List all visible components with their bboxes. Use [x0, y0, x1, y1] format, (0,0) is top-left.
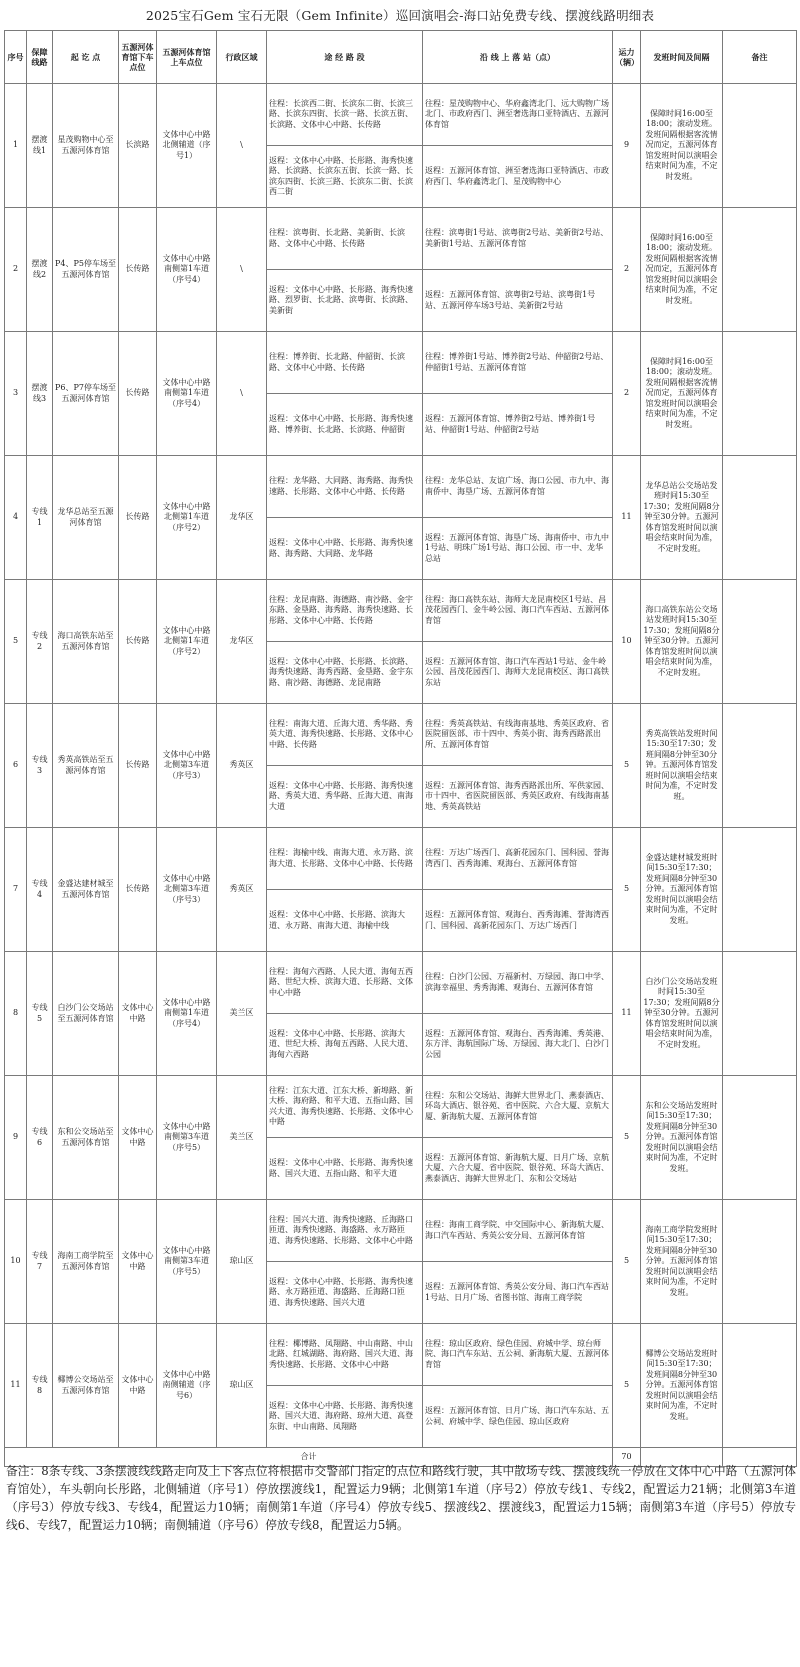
row-capacity: 11 [613, 952, 641, 1076]
table-row [5, 332, 797, 394]
row-remark [723, 208, 797, 332]
row-schedule: 秀英高铁站发班时间15:30至17:30；发班间隔8分钟至30分钟。五源河体育馆发班时间以演唱会结束时间为准，不定时发班。 [641, 704, 723, 828]
row-stops-return: 返程：五源河体育馆、海口汽车西站1号站、金牛岭公园、昌茂花园西门、海师大龙昆南校区、海口高铁东站 [423, 642, 613, 704]
row-stops-outbound: 往程：秀英高铁站、有线海南基地、秀英区政府、省医院留医部、市十四中、秀英小街、海秀西路派出所、五源河体育馆 [423, 704, 613, 766]
row-stops-return: 返程：五源河体育馆、观海台、西秀海滩、秀英港、东方洋、海航国际广场、万绿园、海大北门、白沙门公园 [423, 1014, 613, 1076]
row-origin: 东和公交场站至五源河体育馆 [53, 1076, 119, 1200]
row-route-outbound: 往程：滨粤街、长北路、美新街、长滨路、文体中心中路、长传路 [267, 208, 423, 270]
row-drop: 长滨路 [119, 84, 157, 208]
row-board: 文体中心中路北侧第3车道（序号3） [157, 704, 217, 828]
row-route-outbound: 往程：海甸六西路、人民大道、海甸五西路、世纪大桥、滨海大道、长彤路、文体中心中路 [267, 952, 423, 1014]
row-board: 文体中心中路北侧第3车道（序号3） [157, 828, 217, 952]
row-drop: 长传路 [119, 580, 157, 704]
header-district: 行政区域 [217, 31, 267, 84]
row-seq: 6 [5, 704, 27, 828]
row-district: 秀英区 [217, 828, 267, 952]
row-district: 龙华区 [217, 456, 267, 580]
row-origin: 龙华总站至五源河体育馆 [53, 456, 119, 580]
row-schedule: 海口高铁东站公交场站发班时间15:30至17:30；发班间隔8分钟至30分钟。五源河体育馆发班时间以演唱会结束时间为准，不定时发班。 [641, 580, 723, 704]
row-stops-return: 返程：五源河体育馆、博养街2号站、博养街1号站、仲韶街1号站、仲韶街2号站 [423, 394, 613, 456]
table-header-row [5, 31, 797, 84]
row-stops-outbound: 往程：滨粤街1号站、滨粤街2号站、美新街2号站、美新街1号站、五源河体育馆 [423, 208, 613, 270]
row-route-return: 返程：文体中心中路、长彤路、海秀快速路、秀英大道、秀华路、丘海大道、南海大道 [267, 766, 423, 828]
row-origin: 椰博公交场站至五源河体育馆 [53, 1324, 119, 1448]
row-stops-return: 返程：五源河体育馆、海秀西路派出所、军供家园、市十四中、省医院留医部、秀英区政府、有线海南基地、秀英高铁站 [423, 766, 613, 828]
row-route-outbound: 往程：龙华路、大同路、海秀路、海秀快速路、长彤路、文体中心中路、长传路 [267, 456, 423, 518]
row-schedule: 保障时间16:00至18:00；滚动发班。发班间隔根据客流情况而定，五源河体育馆发班时间以演唱会结束时间为准，不定时发班。 [641, 332, 723, 456]
row-origin: 海南工商学院至五源河体育馆 [53, 1200, 119, 1324]
row-seq: 8 [5, 952, 27, 1076]
row-origin: P4、P5停车场至五源河体育馆 [53, 208, 119, 332]
row-board: 文体中心中路北侧辅道（序号1） [157, 84, 217, 208]
row-line: 专线2 [27, 580, 53, 704]
row-district: 琼山区 [217, 1324, 267, 1448]
row-origin: 海口高铁东站至五源河体育馆 [53, 580, 119, 704]
row-line: 摆渡线1 [27, 84, 53, 208]
row-origin: P6、P7停车场至五源河体育馆 [53, 332, 119, 456]
row-seq: 3 [5, 332, 27, 456]
row-origin: 金盛达建材城至五源河体育馆 [53, 828, 119, 952]
row-remark [723, 1076, 797, 1200]
row-stops-return: 返程：五源河体育馆、滨粤街2号站、滨粤街1号站、五源河停车场3号站、美新街2号站 [423, 270, 613, 332]
table-row [5, 952, 797, 1014]
row-remark [723, 828, 797, 952]
row-drop: 文体中心中路 [119, 1200, 157, 1324]
row-line: 专线8 [27, 1324, 53, 1448]
row-schedule: 海南工商学院发班时间15:30至17:30；发班间隔8分钟至30分钟。五源河体育馆发班时间以演唱会结束时间为准，不定时发班。 [641, 1200, 723, 1324]
header-line: 保障线路 [27, 31, 53, 84]
row-seq: 1 [5, 84, 27, 208]
row-stops-return: 返程：五源河体育馆、海垦广场、海南侨中、市九中1号站、明珠广场1号站、海口公园、市一中、龙华总站 [423, 518, 613, 580]
row-drop: 文体中心中路 [119, 952, 157, 1076]
row-route-outbound: 往程：长滨西二街、长滨东二街、长滨三路、长滨东四街、长滨一路、长滨五街、长滨路、文体中心中路、长传路 [267, 84, 423, 146]
row-stops-outbound: 往程：星茂购物中心、华府鑫湾北门、远大购物广场北门、市政府西门、洲至奢选海口亚特酒店、五源河体育馆 [423, 84, 613, 146]
total-capacity: 70 [613, 1448, 641, 1467]
row-capacity: 5 [613, 1324, 641, 1448]
row-route-return: 返程：文体中心中路、长彤路、海秀快速路、永万路匝道、海盛路、丘海路口匝道、海秀快速路、国兴大道 [267, 1262, 423, 1324]
row-route-return: 返程：文体中心中路、长彤路、海秀快速路、国兴大道、海府路、琼州大道、高登东街、中山南路、凤翔路 [267, 1386, 423, 1448]
row-stops-outbound: 往程：白沙门公园、万福新村、万绿园、海口中学、滨海幸福里、秀秀海滩、观海台、五源河体育馆 [423, 952, 613, 1014]
row-capacity: 5 [613, 704, 641, 828]
row-seq: 2 [5, 208, 27, 332]
row-stops-return: 返程：五源河体育馆、新海航大厦、日月广场、京航大厦、六合大厦、省中医院、银谷苑、环岛大酒店、燕泰酒店、海鲜大世界北门、东和公交场站 [423, 1138, 613, 1200]
page-title: 2025宝石Gem 宝石无限（Gem Infinite）巡回演唱会-海口站免费专线、摆渡线路明细表 [145, 8, 655, 23]
route-table [4, 30, 797, 1467]
row-remark [723, 332, 797, 456]
row-stops-return: 返程：五源河体育馆、观海台、西秀海滩、誉海湾西门、国科园、高新花园东门、万达广场西门 [423, 890, 613, 952]
row-seq: 5 [5, 580, 27, 704]
row-schedule: 白沙门公交场站发班时间15:30至17:30；发班间隔8分钟至30分钟。五源河体育馆发班时间以演唱会结束时间为准，不定时发班。 [641, 952, 723, 1076]
row-line: 摆渡线2 [27, 208, 53, 332]
row-route-return: 返程：文体中心中路、长彤路、长滨路、海秀快速路、海秀西路、金垦路、金宇东路、南沙路、海德路、龙昆南路 [267, 642, 423, 704]
row-district: 美兰区 [217, 952, 267, 1076]
row-route-outbound: 往程：椰博路、凤翔路、中山南路、中山北路、红城湖路、海府路、国兴大道、海秀快速路、长彤路、文体中心中路 [267, 1324, 423, 1386]
row-remark [723, 1200, 797, 1324]
row-district: \ [217, 208, 267, 332]
row-drop: 长传路 [119, 828, 157, 952]
row-capacity: 5 [613, 1200, 641, 1324]
table-body [5, 84, 797, 1467]
row-stops-outbound: 往程：琼山区政府、绿色佳园、府城中学、琼台师院、海口汽车东站、五公祠、新海航大厦、五源河体育馆 [423, 1324, 613, 1386]
row-seq: 10 [5, 1200, 27, 1324]
row-line: 摆渡线3 [27, 332, 53, 456]
row-stops-outbound: 往程：龙华总站、友谊广场、海口公园、市九中、海南侨中、海垦广场、五源河体育馆 [423, 456, 613, 518]
row-line: 专线4 [27, 828, 53, 952]
row-district: \ [217, 332, 267, 456]
row-route-outbound: 往程：龙昆南路、海德路、南沙路、金宇东路、金垦路、海秀路、海秀快速路、长彤路、文体中心中路、长传路 [267, 580, 423, 642]
row-remark [723, 952, 797, 1076]
table-row [5, 704, 797, 766]
row-stops-return: 返程：五源河体育馆、秀英公安分局、海口汽车西站1号站、日月广场、省图书馆、海南工商学院 [423, 1262, 613, 1324]
header-remark: 备注 [723, 31, 797, 84]
row-board: 文体中心中路南侧第3车道（序号5） [157, 1076, 217, 1200]
row-remark [723, 84, 797, 208]
row-route-return: 返程：文体中心中路、长彤路、海秀快速路、长滨路、长滨东五街、长滨一路、长滨东四街、长滨三路、长滨东二街、长滨西二街 [267, 146, 423, 208]
row-district: 美兰区 [217, 1076, 267, 1200]
row-route-return: 返程：文体中心中路、长彤路、滨海大道、永万路、南海大道、海榆中线 [267, 890, 423, 952]
row-stops-return: 返程：五源河体育馆、洲至奢选海口亚特酒店、市政府西门、华府鑫湾北门、星茂购物中心 [423, 146, 613, 208]
row-remark [723, 456, 797, 580]
footnote: 备注：8条专线、3条摆渡线线路走向及上下客点位将根据市交警部门指定的点位和路线行驶，其中散场专线、摆渡线统一停放在文体中心中路（五源河体育馆处），车头朝向长彤路，北侧辅道（序号1）停放摆渡线1，配置运力9辆；北侧第1车道（序号2）停放专线1、专线2，配置运力21辆；北侧第3车道（序号3）停放专线3、专线4，配置运力10辆；南侧第1车道（序号4）停放专线5、摆渡线2、摆渡线3，配置运力15辆；南侧第3车道（序号5）停放专线6、专线7，配置运力10辆；南侧辅道（序号6）停放专线8，配置运力5辆。 [6, 1464, 796, 1532]
table-row [5, 84, 797, 146]
row-stops-outbound: 往程：海南工商学院、中交国际中心、新海航大厦、海口汽车西站、秀英公安分局、五源河体育馆 [423, 1200, 613, 1262]
row-capacity: 11 [613, 456, 641, 580]
row-district: 龙华区 [217, 580, 267, 704]
row-stops-outbound: 往程：博养街1号站、博养街2号站、仲韶街2号站、仲韶街1号站、五源河体育馆 [423, 332, 613, 394]
header-schedule: 发班时间及间隔 [641, 31, 723, 84]
row-stops-outbound: 往程：海口高铁东站、海师大龙昆南校区1号站、昌茂花园西门、金牛岭公园、海口汽车西站、五源河体育馆 [423, 580, 613, 642]
row-remark [723, 580, 797, 704]
row-remark [723, 704, 797, 828]
row-schedule: 保障时间16:00至18:00；滚动发班。发班间隔根据客流情况而定，五源河体育馆发班时间以演唱会结束时间为准，不定时发班。 [641, 208, 723, 332]
header-seq: 序号 [5, 31, 27, 84]
row-schedule: 金盛达建材城发班时间15:30至17:30；发班间隔8分钟至30分钟。五源河体育馆发班时间以演唱会结束时间为准，不定时发班。 [641, 828, 723, 952]
table-row [5, 1324, 797, 1386]
row-line: 专线3 [27, 704, 53, 828]
row-stops-outbound: 往程：万达广场西门、高新花园东门、国科园、誉海湾西门、西秀海滩、观海台、五源河体育馆 [423, 828, 613, 890]
header-route: 途 经 路 段 [267, 31, 423, 84]
row-route-outbound: 往程：南海大道、丘海大道、秀华路、秀英大道、海秀快速路、长彤路、文体中心中路、长传路 [267, 704, 423, 766]
row-route-return: 返程：文体中心中路、长彤路、海秀快速路、国兴大道、五指山路、和平大道 [267, 1138, 423, 1200]
row-board: 文体中心中路南侧第1车道（序号4） [157, 952, 217, 1076]
row-capacity: 2 [613, 332, 641, 456]
row-line: 专线5 [27, 952, 53, 1076]
row-route-return: 返程：文体中心中路、长彤路、海秀快速路、烈罗街、长北路、滨粤街、长滨路、美新街 [267, 270, 423, 332]
row-line: 专线7 [27, 1200, 53, 1324]
row-capacity: 9 [613, 84, 641, 208]
row-route-return: 返程：文体中心中路、长彤路、滨海大道、世纪大桥、海甸五西路、人民大道、海甸六西路 [267, 1014, 423, 1076]
row-drop: 长传路 [119, 704, 157, 828]
row-district: 秀英区 [217, 704, 267, 828]
header-drop: 五源河体育馆下车点位 [119, 31, 157, 84]
header-stops: 沿 线 上 落 站（点） [423, 31, 613, 84]
row-capacity: 5 [613, 828, 641, 952]
row-board: 文体中心中路南侧第1车道（序号4） [157, 332, 217, 456]
row-board: 文体中心中路南侧第1车道（序号4） [157, 208, 217, 332]
table-row [5, 1200, 797, 1262]
row-capacity: 10 [613, 580, 641, 704]
row-capacity: 2 [613, 208, 641, 332]
header-board: 五源河体育馆上车点位 [157, 31, 217, 84]
row-drop: 长传路 [119, 332, 157, 456]
table-row [5, 580, 797, 642]
row-route-outbound: 往程：国兴大道、海秀快速路、丘海路口匝道、海秀快速路、海盛路、永万路匝道、海秀快速路、长彤路、文体中心中路 [267, 1200, 423, 1262]
row-route-return: 返程：文体中心中路、长彤路、海秀快速路、博养街、长北路、长滨路、仲韶街 [267, 394, 423, 456]
row-board: 文体中心中路南侧第3车道（序号5） [157, 1200, 217, 1324]
row-drop: 长传路 [119, 456, 157, 580]
row-board: 文体中心中路南侧辅道（序号6） [157, 1324, 217, 1448]
total-label: 合计 [5, 1448, 613, 1467]
row-schedule: 保障时间16:00至18:00；滚动发班。发班间隔根据客流情况而定，五源河体育馆发班时间以演唱会结束时间为准，不定时发班。 [641, 84, 723, 208]
row-schedule: 东和公交场站发班时间15:30至17:30；发班间隔8分钟至30分钟。五源河体育馆发班时间以演唱会结束时间为准，不定时发班。 [641, 1076, 723, 1200]
row-stops-return: 返程：五源河体育馆、日月广场、海口汽车东站、五公祠、府城中学、绿色佳园、琼山区政府 [423, 1386, 613, 1448]
row-origin: 秀英高铁站至五源河体育馆 [53, 704, 119, 828]
table-row [5, 456, 797, 518]
row-district: 琼山区 [217, 1200, 267, 1324]
table-row [5, 208, 797, 270]
row-route-outbound: 往程：博养街、长北路、仲韶街、长滨路、文体中心中路、长传路 [267, 332, 423, 394]
row-board: 文体中心中路北侧第1车道（序号2） [157, 456, 217, 580]
row-drop: 文体中心中路 [119, 1324, 157, 1448]
row-line: 专线1 [27, 456, 53, 580]
row-seq: 11 [5, 1324, 27, 1448]
row-stops-outbound: 往程：东和公交场站、海鲜大世界北门、燕泰酒店、环岛大酒店、银谷苑、省中医院、六合大厦、京航大厦、新海航大厦、五源河体育馆 [423, 1076, 613, 1138]
row-schedule: 椰博公交场站发班时间15:30至17:30；发班间隔8分钟至30分钟。五源河体育馆发班时间以演唱会结束时间为准，不定时发班。 [641, 1324, 723, 1448]
row-seq: 9 [5, 1076, 27, 1200]
row-capacity: 5 [613, 1076, 641, 1200]
header-capacity: 运力（辆） [613, 31, 641, 84]
row-origin: 白沙门公交场站至五源河体育馆 [53, 952, 119, 1076]
table-row [5, 828, 797, 890]
row-drop: 文体中心中路 [119, 1076, 157, 1200]
row-line: 专线6 [27, 1076, 53, 1200]
table-row [5, 1076, 797, 1138]
row-board: 文体中心中路北侧第1车道（序号2） [157, 580, 217, 704]
row-drop: 长传路 [119, 208, 157, 332]
row-route-outbound: 往程：海榆中线、南海大道、永万路、滨海大道、长彤路、文体中心中路、长传路 [267, 828, 423, 890]
row-schedule: 龙华总站公交场站发班时间15:30至17:30；发班间隔8分钟至30分钟。五源河体育馆发班时间以演唱会结束时间为准，不定时发班。 [641, 456, 723, 580]
row-remark [723, 1324, 797, 1448]
row-seq: 4 [5, 456, 27, 580]
row-seq: 7 [5, 828, 27, 952]
header-origin: 起 讫 点 [53, 31, 119, 84]
row-route-outbound: 往程：江东大道、江东大桥、新埠路、新大桥、海府路、和平大道、五指山路、国兴大道、海秀快速路、长彤路、文体中心中路 [267, 1076, 423, 1138]
row-route-return: 返程：文体中心中路、长彤路、海秀快速路、海秀路、大同路、龙华路 [267, 518, 423, 580]
row-district: \ [217, 84, 267, 208]
row-origin: 星茂购物中心至五源河体育馆 [53, 84, 119, 208]
